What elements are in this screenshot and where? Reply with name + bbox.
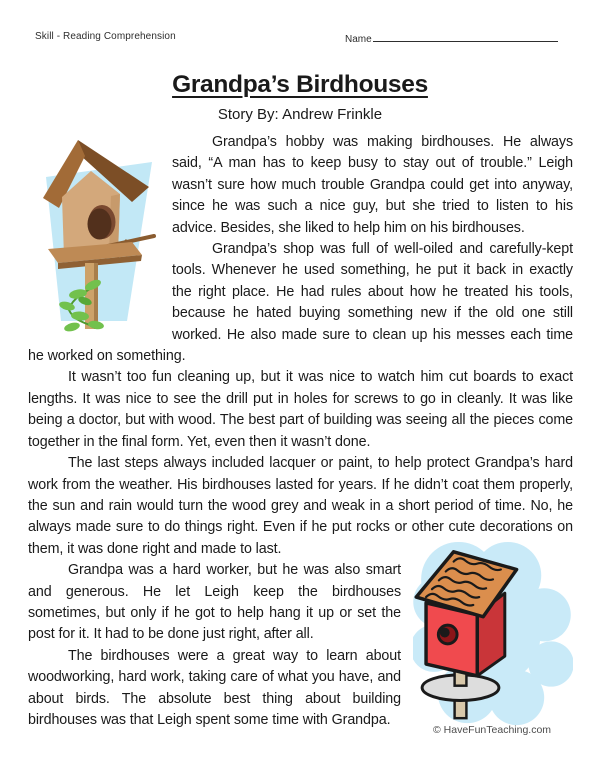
skill-label: Skill - Reading Comprehension: [35, 31, 176, 42]
entrance-hole: [88, 209, 112, 240]
story-paragraph: The last steps always included lacquer or paint, to help protect Grandpa’s hard work from the weather. His birdhouses lasted for years. If he didn’t coat them properly, the sun and rain would turn the wood grey and weak in a short period of time. No, he always made sure to do things right. Even if he put rocks or other cute decorations on them, it was done right and made to last.: [28, 455, 573, 557]
story-paragraph: It wasn’t too fun cleaning up, but it was nice to watch him cut boards to exact lengths. It was nice to see the drill put in holes for screws to go in cleanly. It was like being a doctor, but with wood. The best part of building was seeing all the pieces come together in the final form. Yet, even then it wasn’t done.: [28, 369, 573, 450]
page-title: Grandpa’s Birdhouses: [172, 71, 428, 98]
story-paragraph: Grandpa was a hard worker, but he was also smart and generous. He let Leigh keep the birdhouses sometimes, but only if he got to help hang it up or set the post for it. It had to be done just right, after all.: [28, 562, 401, 643]
left-birdhouse-svg: [28, 135, 156, 337]
right-birdhouse-svg: [413, 538, 573, 730]
story-paragraph: Grandpa’s shop was full of well-oiled and carefully-kept tools. Whenever he used something, he put it back in exactly the right place. He had rules about how he treated his tools, because he hated buying something new if the old one still worked. He also made sure to clean up his messes each time he worked on something.: [28, 241, 573, 365]
post-shade: [94, 263, 98, 329]
entrance-hole-shadow: [440, 628, 450, 638]
name-blank-line: [373, 31, 558, 42]
title-block: [0, 71, 600, 123]
right-birdhouse-illustration: [413, 538, 573, 730]
name-field: [345, 31, 558, 45]
name-label: Name: [345, 34, 372, 45]
left-birdhouse-illustration: [28, 135, 156, 337]
byline: Story By: Andrew Frinkle: [217, 106, 383, 123]
story-body: [28, 132, 573, 731]
story-paragraph: The birdhouses were a great way to learn about woodworking, hard work, taking care of what you have, and about birds. The absolute best thing about building birdhouses was that Leigh spent some time with Grandpa.: [28, 647, 401, 728]
story-paragraph: Grandpa’s hobby was making birdhouses. He always said, “A man has to keep busy to stay out of trouble.” Leigh wasn’t sure how much trouble Grandpa could get into anyway, since he was such a nice guy, but she tried to listen to his advice. Besides, she liked to help him on his birdhouses.: [172, 134, 573, 236]
copyright-notice: © HaveFunTeaching.com: [433, 724, 552, 736]
